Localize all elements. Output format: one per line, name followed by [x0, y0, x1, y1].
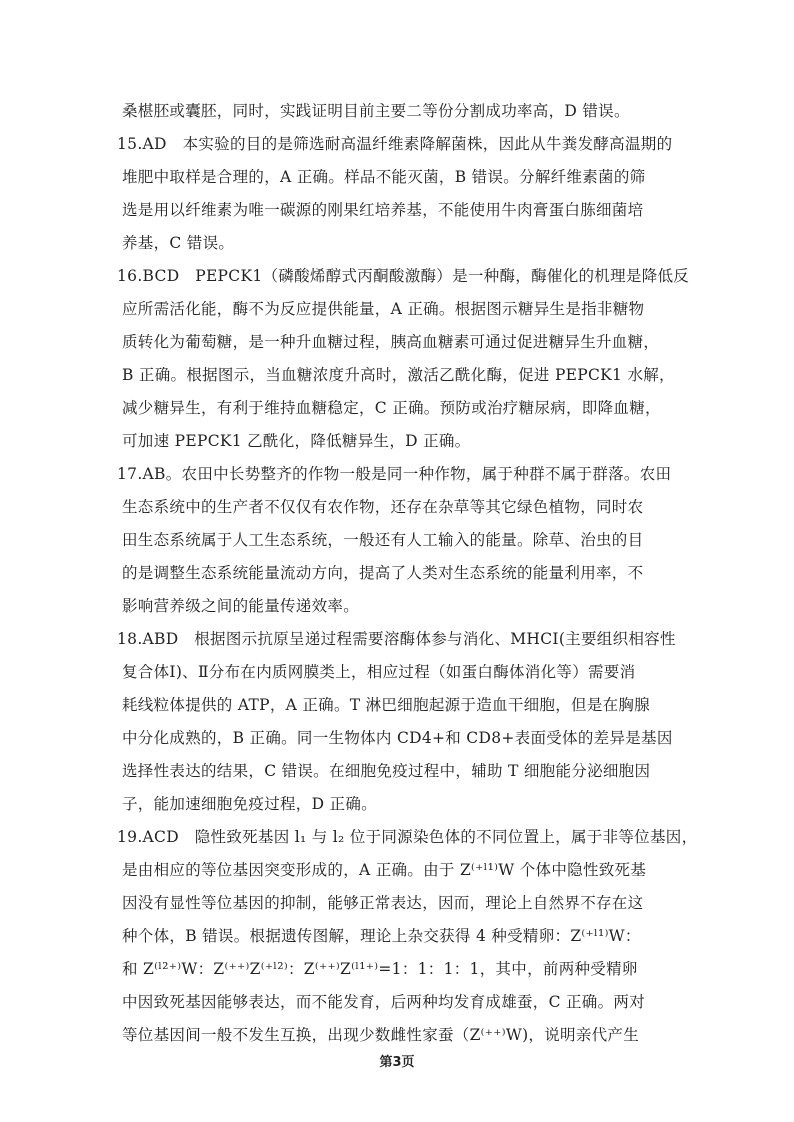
text-line: 和 Z⁽ˡ²⁺⁾W：Z⁽⁺⁺⁾Z⁽⁺ˡ²⁾：Z⁽⁺⁺⁾Z⁽ˡ¹⁺⁾=1：1：1：1，其中，前两种受精卵: [122, 960, 638, 978]
text-line: 影响营养级之间的能量传递效率。: [122, 597, 360, 615]
text-line: 是由相应的等位基因突变形成的，A 正确。由于 Z⁽⁺ˡ¹⁾W 个体中隐性致死基: [122, 861, 647, 879]
text-line: 复合体Ⅰ)、Ⅱ分布在内质网膜类上，相应过程（如蛋白酶体消化等）需要消: [122, 663, 636, 681]
answer-17-heading-line: 17.AB。农田中长势整齐的作物一般是同一种作物，属于种群不属于群落。农田: [117, 465, 672, 483]
text-line: 田生态系统属于人工生态系统，一般还有人工输入的能量。除草、治虫的目: [122, 531, 644, 549]
answer-16-heading-line: 16.BCD PEPCK1（磷酸烯醇式丙酮酸激酶）是一种酶，酶催化的机理是降低反: [117, 267, 690, 285]
text-line: 等位基因间一般不发生互换，出现少数雌性家蚕（Z⁽⁺⁺⁾W)，说明亲代产生: [122, 1026, 640, 1044]
answer-18-heading-line: 18.ABD 根据图示抗原呈递过程需要溶酶体参与消化、MHCⅠ(主要组织相容性: [117, 630, 676, 648]
text-line: 选择性表达的结果，C 错误。在细胞免疫过程中，辅助 T 细胞能分泌细胞因: [122, 762, 651, 780]
text-line: 选是用以纤维素为唯一碳源的刚果红培养基，不能使用牛肉膏蛋白胨细菌培: [122, 201, 644, 219]
answer-19-heading-line: 19.ACD 隐性致死基因 l₁ 与 l₂ 位于同源染色体的不同位置上，属于非等位基因，: [117, 828, 698, 846]
page-number: 第3页: [379, 1055, 415, 1070]
text-line: 种个体，B 错误。根据遗传图解，理论上杂交获得 4 种受精卵：Z⁽⁺ˡ¹⁾W：: [122, 927, 641, 945]
text-line: 减少糖异生，有利于维持血糖稳定，C 正确。预防或治疗糖尿病，即降血糖，: [122, 399, 661, 417]
text-line: 因没有显性等位基因的抑制，能够正常表达，因而，理论上自然界不存在这: [122, 894, 644, 912]
text-line: 生态系统中的生产者不仅仅有农作物，还存在杂草等其它绿色植物，同时农: [122, 498, 644, 516]
answer-15-heading-line: 15.AD 本实验的目的是筛选耐高温纤维素降解菌株，因此从牛粪发酵高温期的: [117, 135, 673, 153]
text-line: 养基，C 错误。: [122, 234, 235, 252]
text-line: 中分化成熟的，B 正确。同一生物体内 CD4+和 CD8+表面受体的差异是基因: [122, 729, 673, 747]
text-line: B 正确。根据图示，当血糖浓度升高时，激活乙酰化酶，促进 PEPCK1 水解，: [122, 366, 675, 384]
text-line: 中因致死基因能够表达，而不能发育，后两种均发育成雄蚕，C 正确。两对: [122, 993, 645, 1011]
text-line: 应所需活化能，酶不为反应提供能量，A 正确。根据图示糖异生是指非糖物: [122, 300, 645, 318]
text-line: 耗线粒体提供的 ATP，A 正确。T 淋巴细胞起源于造血干细胞，但是在胸腺: [122, 696, 651, 714]
text-line: 的是调整生态系统能量流动方向，提高了人类对生态系统的能量利用率，不: [122, 564, 644, 582]
text-line: 子，能加速细胞免疫过程，D 正确。: [122, 795, 377, 813]
text-line: 桑椹胚或囊胚，同时，实践证明目前主要二等份分割成功率高，D 错误。: [122, 102, 630, 120]
text-line: 堆肥中取样是合理的，A 正确。样品不能灭菌，B 错误。分解纤维素菌的筛: [122, 168, 646, 186]
text-line: 质转化为葡萄糖，是一种升血糖过程，胰高血糖素可通过促进糖异生升血糖，: [122, 333, 660, 351]
text-line: 可加速 PEPCK1 乙酰化，降低糖异生，D 正确。: [122, 432, 471, 450]
